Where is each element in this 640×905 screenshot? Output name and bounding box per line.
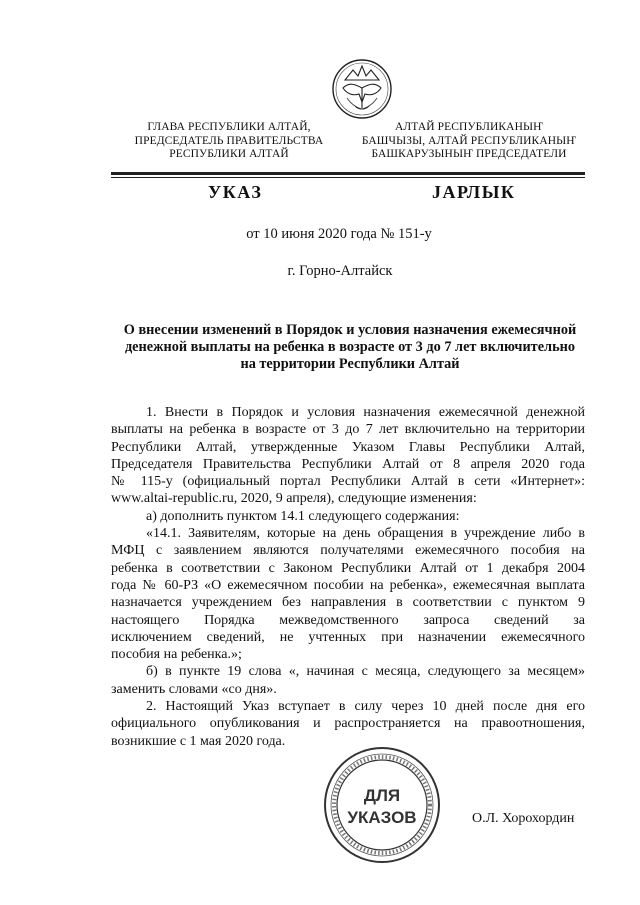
stamp-line-2: УКАЗОВ (347, 808, 417, 827)
doc-type-ru: УКАЗ (208, 182, 263, 202)
header-rule-thick (111, 172, 585, 175)
header-right (354, 121, 584, 162)
body-line: ребенка в соответствии с Законом Республики Алтай от 1 декабря 2004 (111, 560, 585, 576)
doc-type-alt: JАРЛЫК (432, 182, 516, 202)
header-left-line-3: РЕСПУБЛИКИ АЛТАЙ (169, 148, 289, 160)
body-line: МФЦ с заявлением являются получателями ежемесячного пособия на (111, 543, 585, 559)
header-right-line-1: АЛТАЙ РЕСПУБЛИКАНЫҤ (395, 121, 543, 133)
document-body (111, 404, 585, 750)
body-line: № 115-у (официальный портал Республики Алтай в сети «Интернет»: (111, 474, 585, 490)
title-line-2: денежной выплаты на ребенка в возрасте от 3 до 7 лет включительно (124, 339, 576, 355)
body-line: года № 60-РЗ «О ежемесячном пособии на ребенка», ежемесячная выплата (111, 577, 585, 593)
signer-name: О.Л. Хорохордин (472, 811, 575, 826)
stamp-line-1: ДЛЯ (363, 786, 401, 805)
body-line: а) дополнить пунктом 14.1 следующего содержания: (146, 508, 460, 524)
document-title (100, 322, 600, 373)
header-rule-thin (111, 177, 585, 178)
body-line: возникшие с 1 мая 2020 года. (111, 733, 286, 749)
date-line: от 10 июня 2020 года № 151-у (246, 226, 432, 242)
header-left-line-2: ПРЕДСЕДАТЕЛЬ ПРАВИТЕЛЬСТВА (134, 134, 324, 147)
header-right-line-3: БАШКАРУЗЫНЫҤ ПРЕДСЕДАТЕЛИ (371, 148, 567, 160)
body-line: «14.1. Заявителям, которые на день обращения в учреждение либо в (146, 526, 585, 542)
body-line: 1. Внести в Порядок и условия назначения ежемесячной денежной (146, 405, 585, 420)
header-right-line-2: БАШЧЫЗЫ, АЛТАЙ РЕСПУБЛИКАНЫҤ (361, 134, 577, 147)
body-line: www.altai-republic.ru, 2020, 9 апреля), следующие изменения: (111, 491, 477, 507)
body-line: заменить словами «со дня». (111, 681, 277, 697)
title-line-1: О внесении изменений в Порядок и условия назначения ежемесячной (123, 322, 577, 338)
body-line: Председателя Правительства Республики Алтай от 8 апреля 2020 года (111, 456, 585, 472)
coat-of-arms-emblem (331, 58, 393, 120)
body-line: пособия на ребенка.»; (111, 647, 242, 663)
body-line: официального опубликования и распространяется на правоотношения, (111, 716, 585, 732)
body-line: назначается учреждением без направления в соответствии с пунктом 9 (111, 595, 585, 611)
body-line: выплаты на ребенка в возрасте от 3 до 7 лет включительно на территории (111, 422, 585, 438)
header-left-line-1: ГЛАВА РЕСПУБЛИКИ АЛТАЙ, (147, 121, 311, 133)
official-stamp (322, 745, 442, 865)
body-line: б) в пункте 19 слова «, начиная с месяца, следующего за месяцем» (146, 664, 585, 680)
body-line: настоящего Порядка межведомственного запроса сведений за (111, 612, 585, 628)
body-line: Республики Алтай, утвержденные Указом Главы Республики Алтай, (111, 439, 585, 455)
title-line-3: на территории Республики Алтай (240, 356, 460, 372)
body-line: исключением сведений, не учтенных при назначении ежемесячного (111, 629, 585, 645)
header-left (114, 121, 344, 162)
body-line: 2. Настоящий Указ вступает в силу через 10 дней после дня его (146, 699, 585, 715)
city: г. Горно-Алтайск (287, 263, 393, 279)
